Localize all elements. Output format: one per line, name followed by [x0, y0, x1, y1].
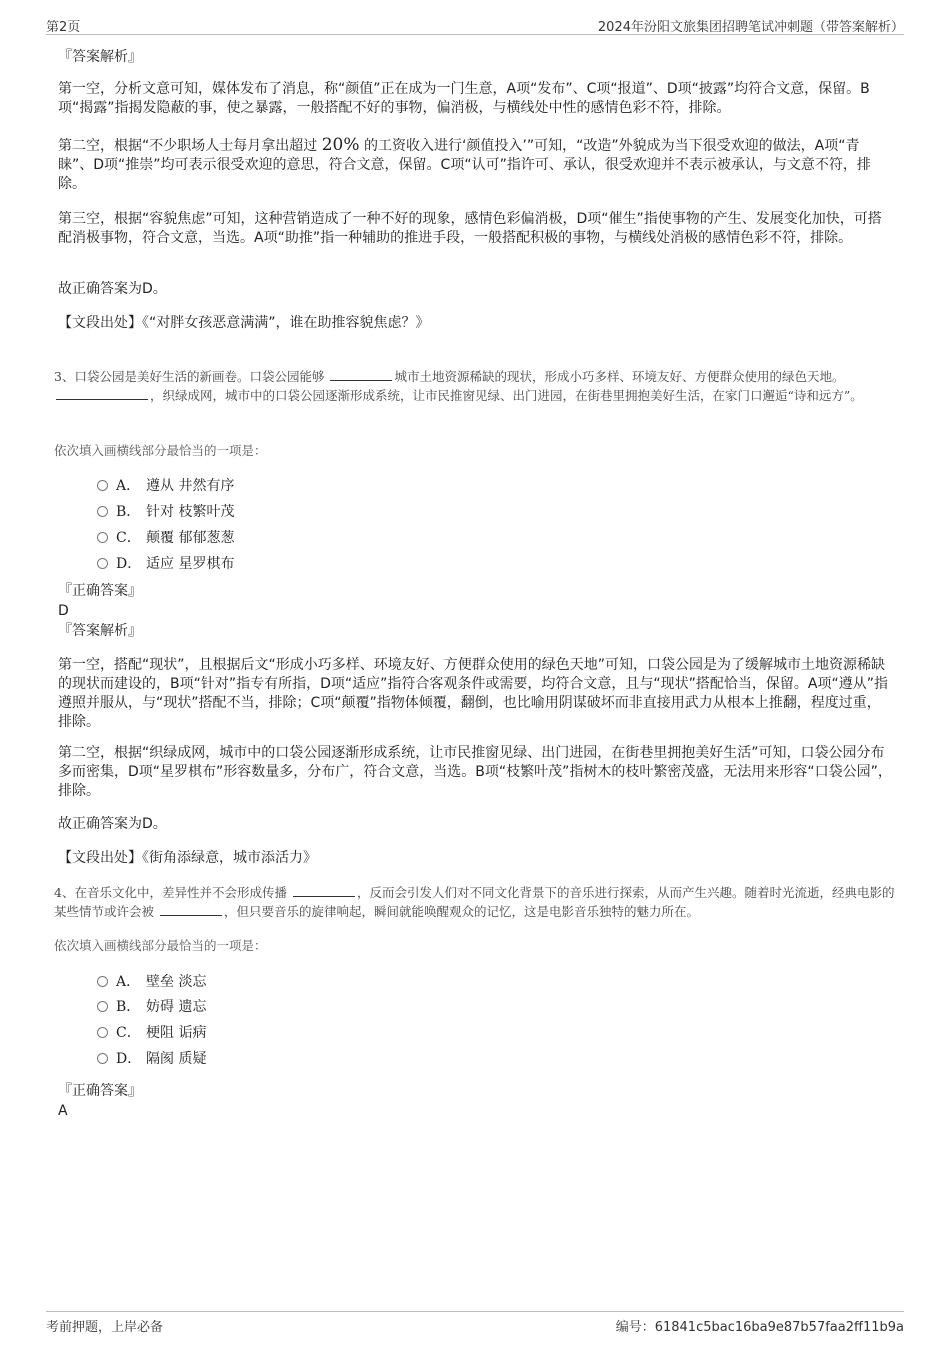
option-letter: A． — [116, 974, 141, 990]
option-letter: A． — [116, 478, 141, 494]
text-run: ，织绿成网，城市中的口袋公园逐渐形成系统，让市民推窗见绿、出门进园，在街巷里拥抱美好生活，在家门口邂逅“诗和远方”。 — [150, 388, 863, 403]
text-run: 第二空，根据“不少职场人士每月拿出超过 — [58, 138, 318, 154]
q4-stem — [54, 883, 896, 921]
text-run: ，但只要音乐的旋律响起，瞬间就能唤醒观众的记忆，这是电影音乐独特的魅力所在。 — [224, 904, 700, 919]
option-text: 梗阻 诟病 — [146, 1025, 207, 1041]
option-letter: D． — [116, 1051, 142, 1067]
analysis-label: 『答案解析』 — [58, 49, 142, 65]
q3-instruction — [54, 441, 890, 459]
q3-option-a[interactable] — [97, 476, 234, 496]
text-run: ，反而会引发人们对不同文化背景下的音乐进行探索，从而产生兴趣。随着时光流逝，经典电影的某些情节或许会被 — [54, 885, 895, 919]
text-run: 的工资收入进行‘颜值投入’”可知，“改造”外貌成为当下很受欢迎的做法，A项“青睐”、D项“推崇”均可表示很受欢迎的意思，符合文意，保留。C项“认可”指许可、承认，很受欢迎并不表示被承认，与文意不符，排除。 — [58, 138, 871, 192]
radio-icon[interactable] — [97, 1027, 108, 1038]
q2-source — [58, 314, 894, 333]
question-instruction: 依次填入画横线部分最恰当的一项是： — [54, 938, 267, 953]
q2-conclusion — [58, 280, 894, 299]
percent-value: 20% — [321, 135, 360, 155]
q3-answer-block — [58, 582, 894, 641]
analysis-paragraph: 第一空，分析文意可知，媒体发布了消息，称“颜值”正在成为一门生意，A项“发布”、C项“报道”、D项“披露”均符合文意，保留。B项“揭露”指揭发隐蔽的事，使之暴露，一般搭配不好的事物，偏消极，与横线处中性的感情色彩不符，排除。 — [58, 81, 870, 116]
page-footer — [46, 1311, 904, 1334]
text-run: 城市土地资源稀缺的现状，形成小巧多样、环境友好、方便群众使用的绿色天地。 — [394, 369, 845, 384]
q3-option-b[interactable] — [97, 502, 234, 522]
analysis-paragraph — [58, 136, 894, 194]
analysis-paragraph: 第三空，根据“容貌焦虑”可知，这种营销造成了一种不好的现象，感情色彩偏消极，D项“催生”指使事物的产生、发展变化加快，可搭配消极事物，符合文意，当选。A项“助推”指一种辅助的推进手段，一般搭配积极的事物，与横线处消极的感情色彩不符，排除。 — [58, 211, 882, 246]
q3-option-c[interactable] — [97, 528, 234, 548]
question-stem — [54, 367, 896, 405]
answer-label: 『正确答案』 — [58, 1083, 142, 1099]
option-letter: B． — [116, 999, 141, 1015]
document-code: 编号：61841c5bac16ba9e87b57faa2ff11b9a — [615, 1320, 904, 1335]
radio-icon[interactable] — [97, 532, 108, 543]
analysis-label: 『答案解析』 — [58, 623, 142, 639]
answer-blank — [160, 903, 222, 916]
q4-option-d[interactable] — [97, 1049, 206, 1069]
q3-source — [58, 849, 894, 868]
q2-analysis-p3 — [58, 210, 894, 248]
option-text: 遵从 井然有序 — [146, 478, 235, 494]
option-text: 妨碍 遗忘 — [146, 999, 207, 1015]
question-instruction: 依次填入画横线部分最恰当的一项是： — [54, 443, 267, 458]
text-run: 3、口袋公园是美好生活的新画卷。口袋公园能够 — [54, 369, 325, 384]
page-number: 第2页 — [46, 20, 81, 35]
answer-blank — [330, 368, 392, 381]
q4-instruction — [54, 936, 890, 954]
text-run: 4、在音乐文化中，差异性并不会形成传播 — [54, 885, 287, 900]
option-letter: D． — [116, 556, 142, 572]
q3-conclusion — [58, 815, 894, 834]
option-letter: C． — [116, 1025, 141, 1041]
q3-analysis-p1 — [58, 656, 894, 732]
q4-option-a[interactable] — [97, 972, 206, 992]
source-text: 【文段出处】《“对胖女孩恶意满满”，谁在助推容貌焦虑？》 — [58, 315, 430, 331]
answer-label: 『正确答案』 — [58, 583, 142, 599]
answer-value: A — [58, 1103, 68, 1119]
answer-blank — [56, 387, 148, 400]
option-text: 隔阂 质疑 — [146, 1051, 207, 1067]
radio-icon[interactable] — [97, 480, 108, 491]
question-stem — [54, 883, 896, 921]
document-title: 2024年汾阳文旅集团招聘笔试冲刺题（带答案解析） — [597, 20, 904, 35]
conclusion-text: 故正确答案为D。 — [58, 281, 167, 297]
option-text: 颠覆 郁郁葱葱 — [146, 530, 235, 546]
radio-icon[interactable] — [97, 558, 108, 569]
q4-option-b[interactable] — [97, 997, 206, 1017]
radio-icon[interactable] — [97, 506, 108, 517]
answer-blank — [293, 884, 355, 897]
radio-icon[interactable] — [97, 1053, 108, 1064]
analysis-paragraph: 第一空，搭配“现状”，且根据后文“形成小巧多样、环境友好、方便群众使用的绿色天地”可知，口袋公园是为了缓解城市土地资源稀缺的现状而建设的，B项“针对”指专有所指，D项“适应”指符合客观条件或需要，均符合文意，且与“现状”搭配恰当，保留。A项“遵从”指遵照并服从，与“现状”搭配不当，排除；C项“颠覆”指物体倾覆，翻倒，也比喻用阴谋破坏而非直接用武力从根本上推翻，程度过重，排除。 — [58, 657, 888, 730]
q4-option-c[interactable] — [97, 1023, 206, 1043]
answer-value: D — [58, 603, 69, 619]
radio-icon[interactable] — [97, 976, 108, 987]
option-letter: C． — [116, 530, 141, 546]
radio-icon[interactable] — [97, 1001, 108, 1012]
q4-answer-block — [58, 1082, 894, 1121]
q2-analysis-p1 — [58, 80, 894, 118]
option-text: 壁垒 淡忘 — [146, 974, 207, 990]
conclusion-text: 故正确答案为D。 — [58, 816, 167, 832]
analysis-paragraph: 第二空，根据“织绿成网，城市中的口袋公园逐渐形成系统，让市民推窗见绿、出门进园，在街巷里拥抱美好生活”可知，口袋公园分布多而密集，D项“星罗棋布”形容数量多，分布广，符合文意，当选。B项“枝繁叶茂”指树木的枝叶繁密茂盛，无法用来形容“口袋公园”，排除。 — [58, 745, 892, 799]
option-letter: B． — [116, 504, 141, 520]
option-text: 针对 枝繁叶茂 — [146, 504, 235, 520]
q2-analysis-p2 — [58, 136, 894, 194]
footer-slogan: 考前押题，上岸必备 — [46, 1320, 164, 1335]
source-text: 【文段出处】《街角添绿意，城市添活力》 — [58, 850, 317, 866]
q3-stem — [54, 367, 896, 405]
page-header — [46, 12, 904, 35]
option-text: 适应 星罗棋布 — [146, 556, 235, 572]
q2-analysis-label-block — [58, 48, 894, 67]
q3-analysis-p2 — [58, 744, 894, 801]
q3-option-d[interactable] — [97, 554, 234, 574]
